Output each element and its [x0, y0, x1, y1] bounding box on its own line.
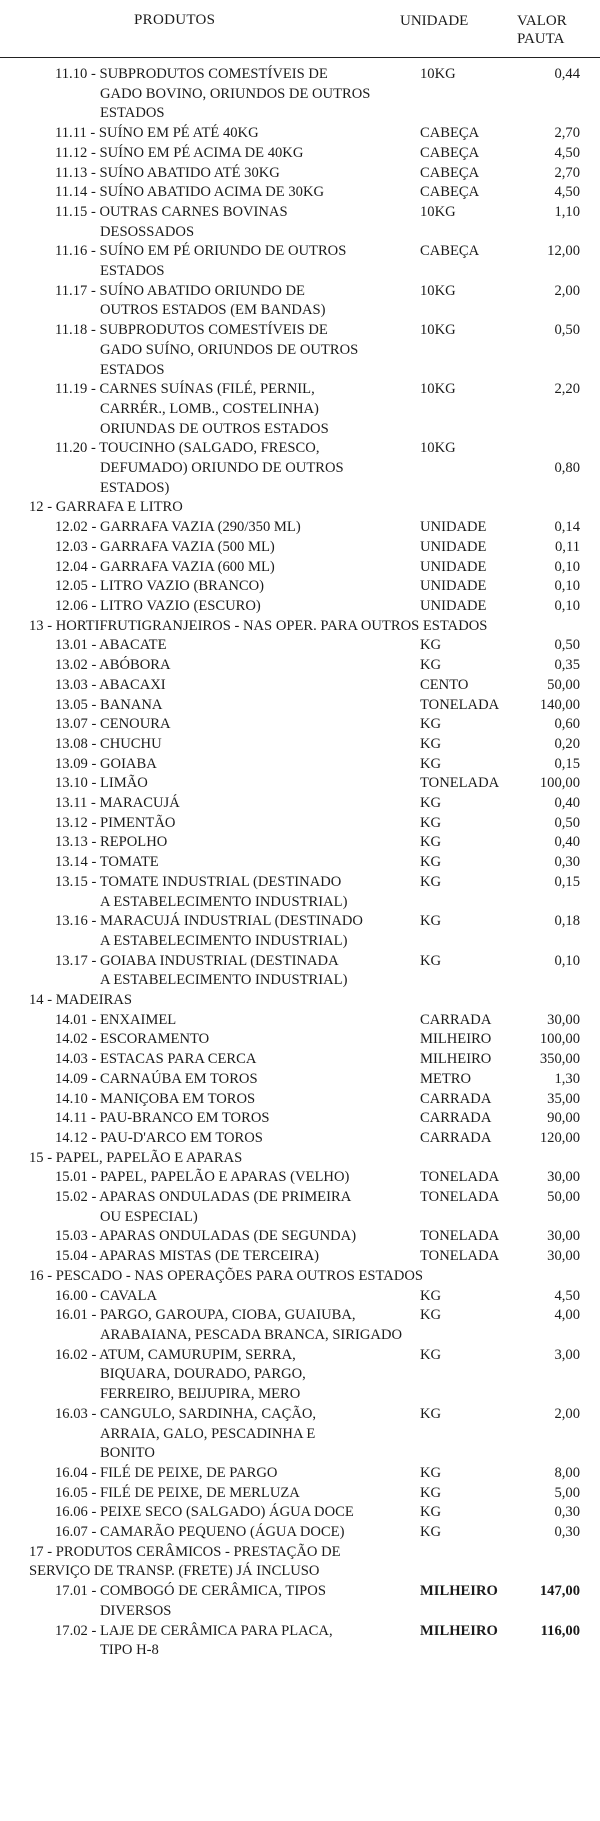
value-cell: 100,00	[539, 775, 580, 792]
value-cell: 30,00	[547, 1248, 580, 1265]
table-row	[0, 1464, 600, 1484]
description-line: 13.08 - CHUCHU	[55, 735, 162, 752]
description-line: 13.13 - REPOLHO	[55, 834, 168, 851]
description-line: 12.03 - GARRAFA VAZIA (500 ML)	[55, 538, 275, 555]
description-line: 13.16 - MARACUJÁ INDUSTRIAL (DESTINADO	[55, 913, 363, 930]
table-row	[0, 439, 600, 498]
table-row	[0, 1168, 600, 1188]
table-row	[0, 1070, 600, 1090]
value-cell: 116,00	[540, 1622, 580, 1639]
value-cell: 1,10	[554, 203, 580, 220]
table-row	[0, 774, 600, 794]
value-cell: 350,00	[539, 1051, 580, 1068]
description-line: 13.05 - BANANA	[55, 696, 163, 713]
table-row	[0, 1523, 600, 1543]
table-row	[0, 1622, 600, 1661]
value-cell: 120,00	[539, 1129, 580, 1146]
value-cell: 2,70	[554, 125, 580, 142]
table-row	[0, 873, 600, 912]
description-line: 11.14 - SUÍNO ABATIDO ACIMA DE 30KG	[55, 184, 325, 201]
value-cell: 0,30	[554, 1524, 580, 1541]
unit-cell: CENTO	[420, 676, 469, 693]
unit-cell: CABEÇA	[420, 243, 480, 260]
description-line: 16.02 - ATUM, CAMURUPIM, SERRA,	[55, 1346, 296, 1363]
unit-cell: KG	[420, 952, 442, 969]
value-cell: 100,00	[539, 1031, 580, 1048]
value-cell: 50,00	[547, 676, 580, 693]
description-line: 11.10 - SUBPRODUTOS COMESTÍVEIS DE	[55, 66, 328, 82]
header-divider	[0, 57, 600, 58]
value-cell: 4,50	[554, 144, 580, 161]
unit-cell: CABEÇA	[420, 125, 480, 142]
value-cell: 0,50	[554, 814, 580, 831]
table-row	[0, 1247, 600, 1267]
description-line: 15.01 - PAPEL, PAPELÃO E APARAS (VELHO)	[55, 1169, 350, 1186]
unit-cell: CARRADA	[420, 1110, 492, 1127]
description-line: ORIUNDAS DE OUTROS ESTADOS	[100, 420, 329, 437]
value-cell: 2,20	[554, 381, 580, 398]
description-line: 11.19 - CARNES SUÍNAS (FILÉ, PERNIL,	[55, 381, 315, 398]
description-line: 16.00 - CAVALA	[55, 1287, 158, 1304]
table-row	[0, 558, 600, 578]
description-line: 14.09 - CARNAÚBA EM TOROS	[55, 1070, 258, 1087]
unit-cell: KG	[420, 795, 442, 812]
value-cell: 30,00	[547, 1011, 580, 1028]
table-row	[0, 183, 600, 203]
description-line: 15 - PAPEL, PAPELÃO E APARAS	[29, 1149, 243, 1166]
value-cell: 0,50	[554, 322, 580, 339]
unit-cell: MILHEIRO	[420, 1031, 492, 1048]
unit-cell: TONELADA	[420, 1228, 500, 1245]
description-line: 12.02 - GARRAFA VAZIA (290/350 ML)	[55, 519, 301, 536]
value-cell: 30,00	[547, 1169, 580, 1186]
table-row	[0, 65, 600, 124]
table-row	[0, 656, 600, 676]
description-line: 13.09 - GOIABA	[55, 755, 157, 772]
description-line: 11.17 - SUÍNO ABATIDO ORIUNDO DE	[55, 282, 305, 299]
value-cell: 5,00	[554, 1484, 580, 1501]
description-line: 17.02 - LAJE DE CERÂMICA PARA PLACA,	[55, 1622, 333, 1639]
unit-cell: CARRADA	[420, 1129, 492, 1146]
value-cell: 0,11	[555, 538, 580, 555]
value-cell: 0,60	[554, 716, 580, 733]
description-line: 14.03 - ESTACAS PARA CERCA	[55, 1051, 257, 1068]
table-row	[0, 853, 600, 873]
unit-cell: KG	[420, 814, 442, 831]
unit-cell: CABEÇA	[420, 184, 480, 201]
value-cell: 0,35	[554, 657, 580, 674]
unit-cell: KG	[420, 1287, 442, 1304]
unit-cell: KG	[420, 873, 442, 890]
table-row	[0, 321, 600, 380]
description-line: CARRÉR., LOMB., COSTELINHA)	[100, 400, 319, 417]
description-line: 16.06 - PEIXE SECO (SALGADO) ÁGUA DOCE	[55, 1504, 354, 1521]
description-line: 13.14 - TOMATE	[55, 854, 159, 871]
unit-cell: UNIDADE	[420, 538, 487, 555]
description-line: 11.15 - OUTRAS CARNES BOVINAS	[55, 203, 288, 220]
description-line: 13 - HORTIFRUTIGRANJEIROS - NAS OPER. PARA OUTROS ESTADOS	[29, 617, 488, 634]
description-line: 16.03 - CANGULO, SARDINHA, CAÇÃO,	[55, 1405, 317, 1422]
description-line: 16.01 - PARGO, GAROUPA, CIOBA, GUAIUBA,	[55, 1307, 356, 1324]
value-cell: 2,00	[554, 1405, 580, 1422]
description-line: ARABAIANA, PESCADA BRANCA, SIRIGADO	[100, 1327, 403, 1343]
description-line: 16.05 - FILÉ DE PEIXE, DE MERLUZA	[55, 1484, 300, 1501]
unit-cell: KG	[420, 716, 442, 733]
description-line: 15.04 - APARAS MISTAS (DE TERCEIRA)	[55, 1248, 319, 1265]
description-line: A ESTABELECIMENTO INDUSTRIAL)	[100, 893, 348, 910]
table-row	[0, 833, 600, 853]
table-row	[0, 1405, 600, 1464]
description-line: A ESTABELECIMENTO INDUSTRIAL)	[100, 932, 348, 949]
description-line: 13.03 - ABACAXI	[55, 676, 166, 693]
description-line: 13.12 - PIMENTÃO	[55, 814, 176, 831]
table-row	[0, 1188, 600, 1227]
table-row	[0, 124, 600, 144]
table-row	[0, 282, 600, 321]
unit-cell: TONELADA	[420, 1248, 500, 1265]
unit-cell: KG	[420, 1346, 442, 1363]
unit-cell: 10KG	[420, 66, 456, 82]
table-row	[0, 636, 600, 656]
description-line: BIQUARA, DOURADO, PARGO,	[100, 1366, 306, 1383]
value-cell: 0,10	[554, 578, 580, 595]
section-heading	[0, 498, 600, 518]
table-body	[0, 65, 600, 1661]
section-heading	[0, 991, 600, 1011]
unit-cell: KG	[420, 637, 442, 654]
description-line: TIPO H-8	[100, 1642, 159, 1659]
description-line: 13.11 - MARACUJÁ	[55, 795, 180, 812]
description-line: ARRAIA, GALO, PESCADINHA E	[100, 1425, 316, 1442]
unit-cell: KG	[420, 1504, 442, 1521]
value-cell: 0,14	[554, 519, 580, 536]
description-line: DESOSSADOS	[100, 223, 195, 240]
header-valor-pauta	[517, 12, 567, 48]
table-row	[0, 380, 600, 439]
table-row	[0, 203, 600, 242]
value-cell: 0,15	[554, 755, 580, 772]
value-cell: 147,00	[539, 1583, 580, 1600]
table-row	[0, 1109, 600, 1129]
description-line: 11.12 - SUÍNO EM PÉ ACIMA DE 40KG	[55, 144, 304, 161]
unit-cell: KG	[420, 657, 442, 674]
description-line: DIVERSOS	[100, 1602, 172, 1619]
table-row	[0, 1503, 600, 1523]
unit-cell: MILHEIRO	[420, 1622, 498, 1639]
table-row	[0, 1582, 600, 1621]
value-cell: 0,30	[554, 854, 580, 871]
section-title	[0, 498, 600, 518]
unit-cell: TONELADA	[420, 1169, 500, 1186]
table-row	[0, 164, 600, 184]
table-row	[0, 242, 600, 281]
description-line: 11.16 - SUÍNO EM PÉ ORIUNDO DE OUTROS	[55, 243, 347, 260]
description-line: 15.02 - APARAS ONDULADAS (DE PRIMEIRA	[55, 1189, 352, 1206]
description-line: 13.01 - ABACATE	[55, 637, 167, 654]
header-unidade: UNIDADE	[400, 13, 469, 29]
table-row	[0, 1050, 600, 1070]
table-row	[0, 144, 600, 164]
value-cell: 30,00	[547, 1228, 580, 1245]
unit-cell: KG	[420, 1464, 442, 1481]
unit-cell: KG	[420, 913, 442, 930]
description-line: 16.04 - FILÉ DE PEIXE, DE PARGO	[55, 1464, 278, 1481]
unit-cell: KG	[420, 755, 442, 772]
table-row	[0, 1306, 600, 1345]
description-line: 13.15 - TOMATE INDUSTRIAL (DESTINADO	[55, 873, 342, 890]
section-title	[0, 1543, 600, 1582]
description-line: 17 - PRODUTOS CERÂMICOS - PRESTAÇÃO DE	[29, 1543, 341, 1560]
description-line: 11.20 - TOUCINHO (SALGADO, FRESCO,	[55, 440, 320, 457]
description-line: 12.04 - GARRAFA VAZIA (600 ML)	[55, 558, 275, 575]
header-pauta: PAUTA	[517, 31, 565, 47]
description-line: A ESTABELECIMENTO INDUSTRIAL)	[100, 972, 348, 989]
description-line: DEFUMADO) ORIUNDO DE OUTROS	[100, 460, 344, 477]
table-row	[0, 715, 600, 735]
header-produtos: PRODUTOS	[134, 12, 216, 28]
description-line: 12.06 - LITRO VAZIO (ESCURO)	[55, 597, 261, 614]
unit-cell: TONELADA	[420, 1189, 500, 1206]
description-line: BONITO	[100, 1445, 155, 1462]
table-row	[0, 1227, 600, 1247]
section-heading	[0, 1543, 600, 1582]
value-cell: 3,00	[554, 1346, 580, 1363]
value-cell: 0,50	[554, 637, 580, 654]
value-cell: 1,30	[554, 1070, 580, 1087]
description-line: 16.07 - CAMARÃO PEQUENO (ÁGUA DOCE)	[55, 1524, 345, 1541]
description-line: ESTADOS	[100, 105, 165, 122]
section-heading	[0, 617, 600, 637]
unit-cell: UNIDADE	[420, 558, 487, 575]
unit-cell: KG	[420, 1484, 442, 1501]
section-title	[0, 991, 600, 1011]
unit-cell: CARRADA	[420, 1011, 492, 1028]
unit-cell: UNIDADE	[420, 597, 487, 614]
table-row	[0, 676, 600, 696]
table-row	[0, 755, 600, 775]
description-line: 13.02 - ABÓBORA	[55, 657, 171, 674]
description-line: 13.17 - GOIABA INDUSTRIAL (DESTINADA	[55, 952, 339, 969]
section-heading	[0, 1149, 600, 1169]
value-cell: 4,50	[554, 184, 580, 201]
value-cell: 4,00	[554, 1307, 580, 1324]
table-row	[0, 814, 600, 834]
unit-cell: 10KG	[420, 381, 456, 398]
description-line: GADO BOVINO, ORIUNDOS DE OUTROS	[100, 85, 371, 102]
unit-cell: KG	[420, 834, 442, 851]
description-line: 14.11 - PAU-BRANCO EM TOROS	[55, 1110, 270, 1127]
value-cell: 35,00	[547, 1090, 580, 1107]
unit-cell: KG	[420, 854, 442, 871]
value-cell: 0,30	[554, 1504, 580, 1521]
table-row	[0, 1011, 600, 1031]
value-cell: 0,80	[554, 460, 580, 477]
description-line: 14.02 - ESCORAMENTO	[55, 1031, 210, 1048]
unit-cell: 10KG	[420, 203, 456, 220]
table-row	[0, 1346, 600, 1405]
section-heading	[0, 1267, 600, 1287]
description-line: SERVIÇO DE TRANSP. (FRETE) JÁ INCLUSO	[29, 1563, 320, 1580]
value-cell: 0,10	[554, 952, 580, 969]
description-line: 14.12 - PAU-D'ARCO EM TOROS	[55, 1129, 263, 1146]
table-row	[0, 577, 600, 597]
description-line: OUTROS ESTADOS (EM BANDAS)	[100, 302, 326, 319]
unit-cell: 10KG	[420, 282, 456, 299]
section-title	[0, 617, 600, 637]
table-row	[0, 1129, 600, 1149]
unit-cell: TONELADA	[420, 775, 500, 792]
table-header	[0, 0, 600, 58]
value-cell: 50,00	[547, 1189, 580, 1206]
table-row	[0, 794, 600, 814]
unit-cell: MILHEIRO	[420, 1051, 492, 1068]
unit-cell: UNIDADE	[420, 519, 487, 536]
value-cell: 0,40	[554, 795, 580, 812]
description-line: ESTADOS	[100, 361, 165, 378]
description-line: OU ESPECIAL)	[100, 1208, 198, 1225]
description-line: FERREIRO, BEIJUPIRA, MERO	[100, 1386, 301, 1403]
table-row	[0, 912, 600, 951]
value-cell: 2,70	[554, 164, 580, 181]
description-line: 11.18 - SUBPRODUTOS COMESTÍVEIS DE	[55, 322, 328, 339]
value-cell: 0,18	[554, 913, 580, 930]
description-line: 12 - GARRAFA E LITRO	[29, 499, 183, 516]
unit-cell: KG	[420, 1524, 442, 1541]
description-line: 13.10 - LIMÃO	[55, 775, 148, 792]
unit-cell: 10KG	[420, 322, 456, 339]
value-cell: 140,00	[539, 696, 580, 713]
table-row	[0, 952, 600, 991]
unit-cell: CARRADA	[420, 1090, 492, 1107]
value-cell: 0,10	[554, 597, 580, 614]
description-line: 14.10 - MANIÇOBA EM TOROS	[55, 1090, 256, 1107]
unit-cell: KG	[420, 1307, 442, 1324]
description-line: 12.05 - LITRO VAZIO (BRANCO)	[55, 578, 265, 595]
value-cell: 0,10	[554, 558, 580, 575]
description-line: ESTADOS)	[100, 479, 170, 496]
unit-cell: CABEÇA	[420, 164, 480, 181]
value-cell: 4,50	[554, 1287, 580, 1304]
description-line: GADO SUÍNO, ORIUNDOS DE OUTROS	[100, 341, 359, 358]
unit-cell: METRO	[420, 1070, 472, 1087]
table-row	[0, 1090, 600, 1110]
table-row	[0, 597, 600, 617]
table-row	[0, 1287, 600, 1307]
description-line: 13.07 - CENOURA	[55, 716, 171, 733]
description-line: 11.13 - SUÍNO ABATIDO ATÉ 30KG	[55, 164, 280, 181]
description-line: 15.03 - APARAS ONDULADAS (DE SEGUNDA)	[55, 1228, 357, 1245]
table-row	[0, 696, 600, 716]
description-line: 16 - PESCADO - NAS OPERAÇÕES PARA OUTROS ESTADOS	[29, 1267, 424, 1284]
table-row	[0, 518, 600, 538]
unit-cell: 10KG	[420, 440, 456, 457]
description-line: 11.11 - SUÍNO EM PÉ ATÉ 40KG	[55, 125, 259, 142]
value-cell: 0,15	[554, 873, 580, 890]
description-line: 14 - MADEIRAS	[29, 992, 132, 1009]
unit-cell: TONELADA	[420, 696, 500, 713]
value-cell: 0,44	[554, 66, 580, 82]
unit-cell: CABEÇA	[420, 144, 480, 161]
value-cell: 12,00	[547, 243, 580, 260]
unit-cell: KG	[420, 735, 442, 752]
section-title	[0, 1267, 600, 1287]
description-line: ESTADOS	[100, 263, 165, 280]
unit-cell: MILHEIRO	[420, 1583, 498, 1600]
header-valor: VALOR	[517, 13, 567, 29]
value-cell: 2,00	[554, 282, 580, 299]
section-title	[0, 1149, 600, 1169]
value-cell: 0,20	[554, 735, 580, 752]
value-cell: 0,40	[554, 834, 580, 851]
table-row	[0, 735, 600, 755]
table-row	[0, 538, 600, 558]
description-line: 17.01 - COMBOGÓ DE CERÂMICA, TIPOS	[55, 1583, 326, 1600]
unit-cell: KG	[420, 1405, 442, 1422]
description-line: 14.01 - ENXAIMEL	[55, 1011, 177, 1028]
unit-cell: UNIDADE	[420, 578, 487, 595]
table-row	[0, 1030, 600, 1050]
table-row	[0, 1484, 600, 1504]
value-cell: 8,00	[554, 1464, 580, 1481]
value-cell: 90,00	[547, 1110, 580, 1127]
